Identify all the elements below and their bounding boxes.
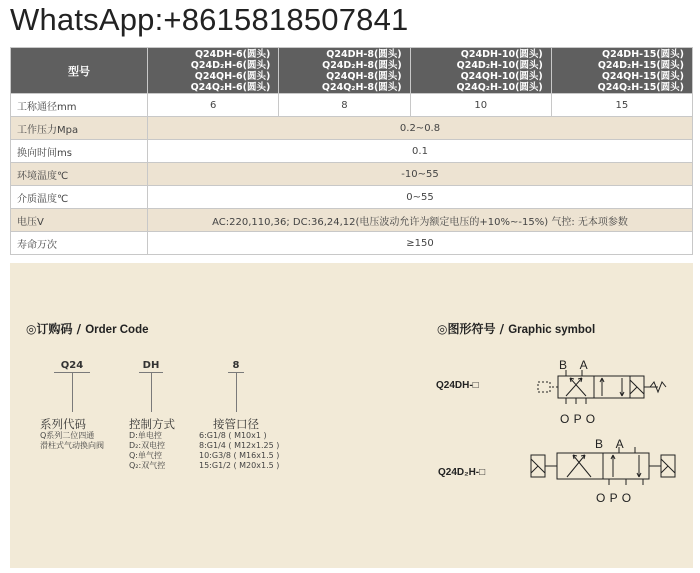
- model-name: Q24D₂H-6(圆头): [190, 59, 271, 71]
- spec-table: [10, 47, 693, 255]
- cell-value: 0.2~0.8: [148, 117, 693, 140]
- order-code-title: [26, 320, 149, 337]
- table-row: [11, 186, 693, 209]
- cell-value: 8: [279, 94, 410, 117]
- desc-line: D:单电控: [129, 431, 162, 440]
- row-label: 电压V: [11, 209, 148, 232]
- model-column-15: [551, 48, 692, 94]
- valve-symbol-double: [523, 447, 693, 491]
- model-header-label: 型号: [11, 48, 148, 94]
- symbol-label-double: Q24D₂H-□: [438, 467, 486, 478]
- model-name: Q24DH-6(圆头): [194, 48, 271, 60]
- model-name: Q24D₂H-10(圆头): [456, 59, 543, 71]
- table-row: [11, 94, 693, 117]
- graphic-symbol-title: [437, 320, 595, 337]
- model-column-6: [148, 48, 279, 94]
- table-row: [11, 163, 693, 186]
- control-mode-desc: [129, 431, 165, 471]
- order-code-title-cn: ◎订购码 /: [26, 322, 82, 336]
- model-name: Q24QH-6(圆头): [194, 70, 271, 82]
- model-name: Q24QH-8(圆头): [326, 70, 402, 82]
- model-name: Q24DH-8(圆头): [326, 48, 402, 60]
- port-size-title: 接管口径: [213, 417, 259, 431]
- ports-bottom-single: O P O: [560, 412, 596, 426]
- desc-line: 8:G1/4 ( M12x1.25 ): [199, 441, 280, 450]
- ports-bottom-double: O P O: [596, 491, 632, 505]
- row-label: 工称通径mm: [11, 94, 148, 117]
- spec-header-row: [11, 48, 693, 94]
- row-label: 介质温度℃: [11, 186, 148, 209]
- code-segment-port: 8: [232, 360, 240, 371]
- cell-value: 0.1: [148, 140, 693, 163]
- desc-line: 15:G1/2 ( M20x1.5 ): [199, 461, 280, 470]
- symbol-label-single: Q24DH-□: [436, 380, 479, 391]
- model-name: Q24D₂H-15(圆头): [597, 59, 684, 71]
- series-code-title: 系列代码: [40, 417, 86, 431]
- valve-symbol-single: [530, 368, 670, 414]
- desc-line: 10:G3/8 ( M16x1.5 ): [199, 451, 280, 460]
- model-name: Q24D₂H-8(圆头): [322, 59, 402, 71]
- model-name: Q24Q₂H-8(圆头): [321, 81, 402, 93]
- desc-line: Q₂:双气控: [129, 461, 166, 470]
- cell-value: AC:220,110,36; DC:36,24,12(电压波动允许为额定电压的+10%~-15%) 气控: 无本项参数: [148, 209, 693, 232]
- row-label: 环境温度℃: [11, 163, 148, 186]
- desc-line: Q:单气控: [129, 451, 162, 460]
- code-leader-line: [151, 372, 152, 412]
- model-column-10: [410, 48, 551, 94]
- cell-value: 6: [148, 94, 279, 117]
- row-label: 寿命万次: [11, 232, 148, 255]
- ports-top-single: B A: [559, 358, 588, 372]
- code-segment-control: DH: [142, 360, 160, 371]
- port-size-desc: [199, 431, 279, 471]
- desc-line: Q系列二位四通: [40, 431, 95, 440]
- cell-value: 0~55: [148, 186, 693, 209]
- table-row: [11, 209, 693, 232]
- model-name: Q24QH-15(圆头): [601, 70, 684, 82]
- code-leader-line: [236, 372, 237, 412]
- cell-value: ≥150: [148, 232, 693, 255]
- series-code-desc: [40, 431, 104, 451]
- cell-value: 10: [410, 94, 551, 117]
- desc-line: 6:G1/8 ( M10x1 ): [199, 431, 267, 440]
- model-name: Q24Q₂H-15(圆头): [597, 81, 684, 93]
- code-leader-line: [72, 372, 73, 412]
- table-row: [11, 117, 693, 140]
- model-name: Q24Q₂H-6(圆头): [190, 81, 271, 93]
- model-name: Q24Q₂H-10(圆头): [456, 81, 543, 93]
- control-mode-title: 控制方式: [129, 417, 175, 431]
- order-code-title-en: Order Code: [85, 324, 149, 336]
- model-name: Q24DH-15(圆头): [602, 48, 684, 60]
- cell-value: -10~55: [148, 163, 693, 186]
- ports-top-double: B A: [595, 437, 624, 451]
- model-name: Q24DH-10(圆头): [460, 48, 543, 60]
- graphic-symbol-title-cn: ◎图形符号 /: [437, 322, 505, 336]
- graphic-symbol-title-en: Graphic symbol: [508, 324, 596, 336]
- code-segment-series: Q24: [60, 360, 84, 371]
- table-row: [11, 232, 693, 255]
- table-row: [11, 140, 693, 163]
- row-label: 工作压力Mpa: [11, 117, 148, 140]
- cell-value: 15: [551, 94, 692, 117]
- desc-line: D₂:双电控: [129, 441, 166, 450]
- desc-line: 滑柱式气动换向阀: [40, 441, 104, 450]
- model-name: Q24QH-10(圆头): [460, 70, 543, 82]
- whatsapp-watermark: WhatsApp:+8615818507841: [10, 2, 409, 37]
- model-column-8: [279, 48, 410, 94]
- row-label: 换向时间ms: [11, 140, 148, 163]
